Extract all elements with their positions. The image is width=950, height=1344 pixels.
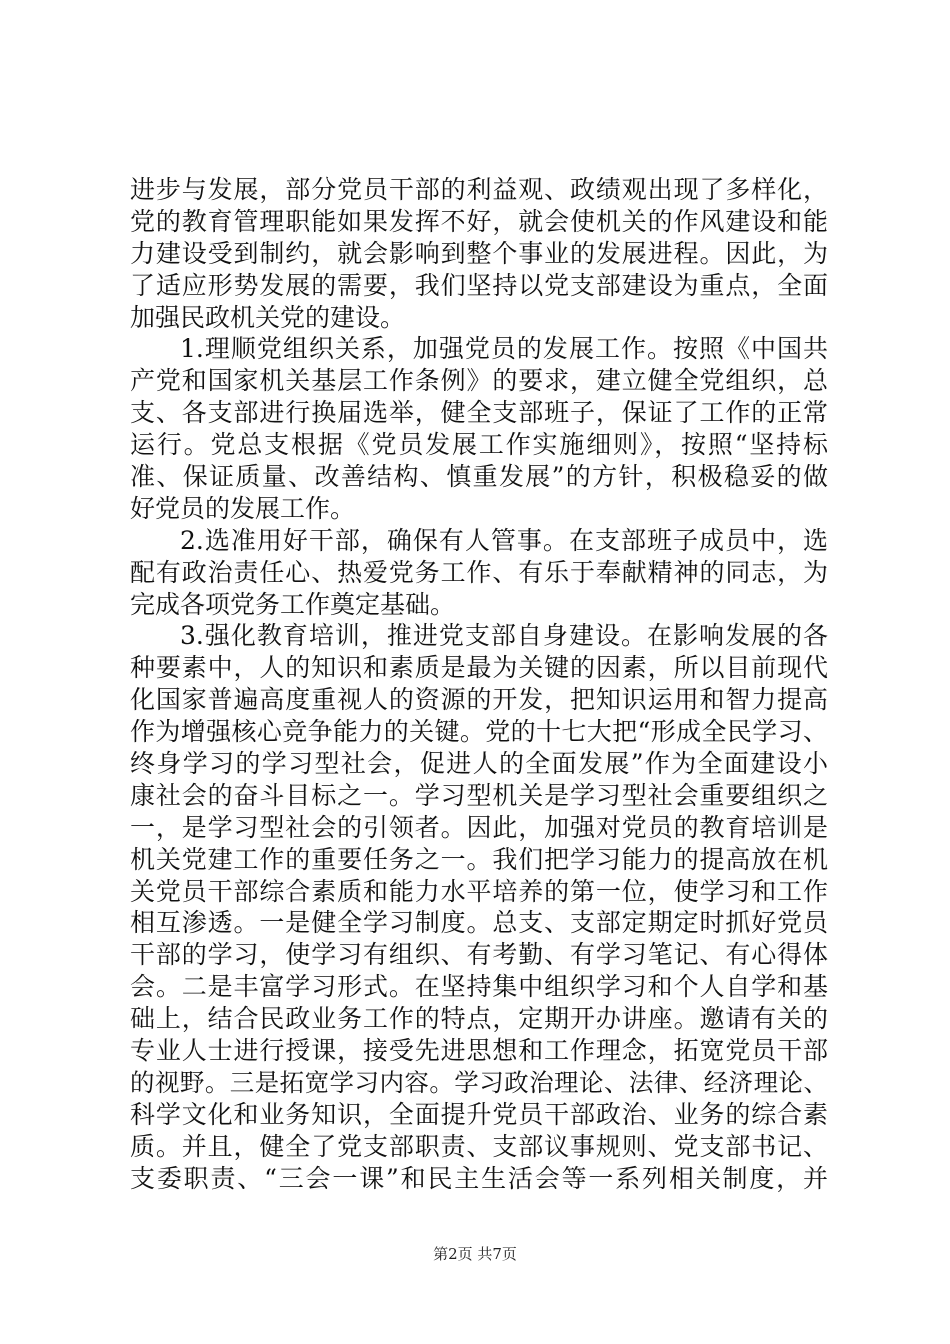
text-line: 机关党建工作的重要任务之一。我们把学习能力的提高放在机 — [130, 844, 828, 874]
text-line: 配有政治责任心、热爱党务工作、有乐于奉献精神的同志，为 — [130, 557, 828, 587]
document-body — [130, 174, 828, 1195]
text-line: 进步与发展，部分党员干部的利益观、政绩观出现了多样化， — [130, 175, 828, 204]
text-line: 2.选准用好干部，确保有人管事。在支部班子成员中，选 — [180, 525, 828, 555]
text-line: 力建设受到制约，就会影响到整个事业的发展进程。因此，为 — [130, 238, 828, 268]
text-line: 支委职责、“三会一课”和民主生活会等一系列相关制度，并 — [130, 1163, 828, 1193]
text-line: 种要素中，人的知识和素质是最为关键的因素，所以目前现代 — [130, 653, 828, 683]
text-line: 干部的学习，使学习有组织、有考勤、有学习笔记、有心得体 — [130, 940, 828, 970]
text-line: 党的教育管理职能如果发挥不好，就会使机关的作风建设和能 — [130, 206, 828, 236]
text-line: 质。并且，健全了党支部职责、支部议事规则、党支部书记、 — [130, 1131, 828, 1161]
text-line: 础上，结合民政业务工作的特点，定期开办讲座。邀请有关的 — [130, 1004, 828, 1034]
text-line: 会。二是丰富学习形式。在坚持集中组织学习和个人自学和基 — [130, 972, 828, 1002]
text-line: 3.强化教育培训，推进党支部自身建设。在影响发展的各 — [180, 621, 828, 651]
text-line: 完成各项党务工作奠定基础。 — [130, 589, 456, 619]
text-line: 科学文化和业务知识，全面提升党员干部政治、业务的综合素 — [130, 1099, 828, 1129]
text-line: 加强民政机关党的建设。 — [130, 302, 406, 332]
text-line: 一，是学习型社会的引领者。因此，加强对党员的教育培训是 — [130, 812, 828, 842]
page-number-footer: 第2页 共7页 — [433, 1245, 517, 1263]
text-line: 运行。党总支根据《党员发展工作实施细则》，按照“坚持标 — [130, 430, 828, 460]
text-line: 专业人士进行授课，接受先进思想和工作理念，拓宽党员干部 — [130, 1036, 828, 1066]
text-line: 支、各支部进行换届选举，健全支部班子，保证了工作的正常 — [130, 398, 828, 428]
text-line: 终身学习的学习型社会，促进人的全面发展”作为全面建设小 — [130, 749, 828, 779]
text-line: 康社会的奋斗目标之一。学习型机关是学习型社会重要组织之 — [130, 780, 828, 810]
text-line: 好党员的发展工作。 — [130, 493, 356, 523]
text-line: 化国家普遍高度重视人的资源的开发，把知识运用和智力提高 — [130, 685, 828, 715]
text-line: 作为增强核心竞争能力的关键。党的十七大把“形成全民学习、 — [130, 717, 828, 747]
text-line: 的视野。三是拓宽学习内容。学习政治理论、法律、经济理论、 — [130, 1067, 828, 1097]
text-line: 产党和国家机关基层工作条例》的要求，建立健全党组织，总 — [130, 366, 828, 396]
text-line: 1.理顺党组织关系，加强党员的发展工作。按照《中国共 — [180, 334, 828, 364]
text-line: 了适应形势发展的需要，我们坚持以党支部建设为重点，全面 — [130, 270, 828, 300]
text-line: 关党员干部综合素质和能力水平培养的第一位，使学习和工作 — [130, 876, 828, 906]
text-line: 准、保证质量、改善结构、慎重发展”的方针，积极稳妥的做 — [130, 462, 828, 492]
text-line: 相互渗透。一是健全学习制度。总支、支部定期定时抓好党员 — [130, 908, 828, 938]
